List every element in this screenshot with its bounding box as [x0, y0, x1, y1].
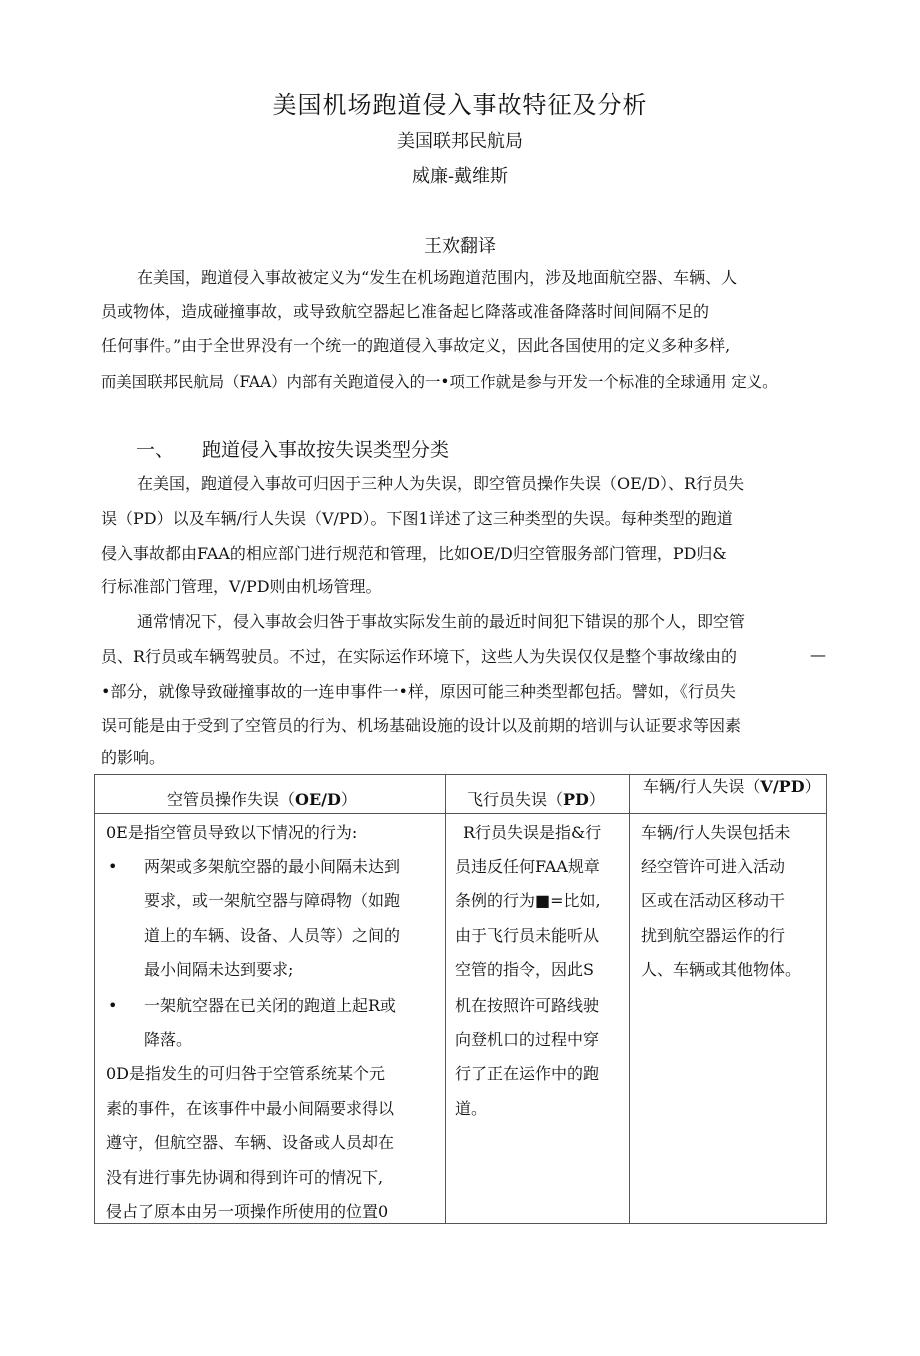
vpd-text: 扰到航空器运作的行: [641, 926, 786, 945]
oed-text: 降落。: [144, 1030, 193, 1049]
section-number: 一、: [136, 439, 175, 461]
oed-text: 0D是指发生的可归咎于空管系统某个元: [106, 1064, 386, 1083]
vpd-text: 区或在活动区移动干: [641, 891, 786, 910]
table-header-vpd: 车辆/行人失误（V/PD）: [643, 777, 821, 796]
pd-text: 员违反任何FAA规章: [455, 857, 600, 876]
bullet: •: [108, 996, 118, 1015]
oed-text: 遵守，但航空器、车辆、设备或人员却在: [106, 1133, 395, 1152]
para1-line: 在美国，跑道侵入事故可归因于三种人为失误，即空管员操作失误（OE/D）、R行员失: [137, 474, 745, 493]
para2-line: 误可能是由于受到了空管员的行为、机场基础设施的设计以及前期的培训与认证要求等因素: [101, 716, 742, 735]
pd-text: 机在按照许可路线驶: [455, 996, 600, 1015]
pd-text: 向登机口的过程中穿: [455, 1030, 600, 1049]
oed-text: 侵占了原本由另一项操作所使用的位置0: [106, 1202, 389, 1221]
oed-text: 素的事件，在该事件中最小间隔要求得以: [106, 1099, 395, 1118]
section-title: 跑道侵入事故按失误类型分类: [202, 439, 450, 461]
para2-line: 员、R行员或车辆驾驶员。不过，在实际运作环境下，这些人为失误仅仅是整个事故缘由的: [101, 647, 738, 666]
para2-line: •部分，就像导致碰撞事故的一连申事件一•样，原因可能三种类型都包括。譬如，《行员失: [101, 682, 736, 701]
oed-text: 两架或多架航空器的最小间隔未达到: [144, 857, 401, 876]
para1-line: 误（PD）以及车辆/行人失误（V/PD）。下图1详述了这三种类型的失误。每种类型的跑道: [101, 509, 733, 528]
oed-text: 要求，或一架航空器与障碍物（如跑: [144, 891, 401, 910]
para2-line: 的影响。: [101, 748, 166, 767]
section-heading: [136, 435, 449, 462]
pd-text: 行了正在运作中的跑: [455, 1064, 600, 1083]
bullet: •: [108, 857, 118, 876]
pd-text: 由于飞行员未能听从: [455, 926, 600, 945]
error-types-table: [94, 774, 827, 1224]
para2-line: 通常情况下，侵入事故会归咎于事故实际发生前的最近时间犯下错误的那个人，即空管: [137, 612, 746, 631]
table-divider: [445, 775, 446, 1223]
oed-text: 没有进行事先协调和得到许可的情况下,: [106, 1168, 384, 1187]
document-title: 美国机场跑道侵入事故特征及分析: [272, 91, 648, 119]
para1-line: 行标准部门管理，V/PD则由机场管理。: [101, 577, 382, 596]
oed-text: 最小间隔未达到要求;: [144, 960, 294, 979]
oed-text: 道上的车辆、设备、人员等）之间的: [144, 926, 401, 945]
translator: 王欢翻译: [424, 236, 496, 257]
pd-text: 道。: [455, 1099, 488, 1118]
pd-text: 空管的指令，因此S: [455, 960, 594, 979]
organization: 美国联邦民航局: [397, 131, 523, 152]
intro-line: 任何事件。”由于全世界没有一个统一的跑道侵入事故定义，因此各国使用的定义多种多样,: [101, 336, 731, 355]
intro-line: 而美国联邦民航局（FAA）内部有关跑道侵入的一•项工作就是参与开发一个标准的全球通用 定义。: [101, 373, 778, 391]
intro-line: 员或物体，造成碰撞事故，或导致航空器起匕准备起匕降落或准备降落时间间隔不足的: [101, 302, 710, 321]
table-header-divider: [95, 813, 826, 814]
margin-dash: —: [810, 645, 826, 664]
vpd-text: 经空管许可进入活动: [641, 857, 786, 876]
table-divider: [629, 775, 630, 1223]
para1-line: 侵入事故都由FAA的相应部门进行规范和管理，比如OE/D归空管服务部门管理，PD归&: [101, 544, 727, 563]
vpd-text: 人、车辆或其他物体。: [641, 960, 802, 979]
oed-text: 一架航空器在已关闭的跑道上起R或: [144, 996, 397, 1015]
vpd-text: 车辆/行人失误包括未: [641, 823, 791, 842]
table-header-pd: 飞行员失误（PD）: [467, 790, 605, 809]
author: 威廉-戴维斯: [411, 166, 509, 187]
intro-line: 在美国，跑道侵入事故被定义为“发生在机场跑道范围内，涉及地面航空器、车辆、人: [137, 268, 738, 287]
oed-text: 0E是指空管员导致以下情况的行为:: [106, 823, 358, 842]
pd-text: 条例的行为■=比如,: [455, 891, 601, 910]
pd-text: R行员失误是指&行: [463, 823, 602, 842]
table-header-oed: 空管员操作失误（OE/D）: [167, 790, 357, 809]
